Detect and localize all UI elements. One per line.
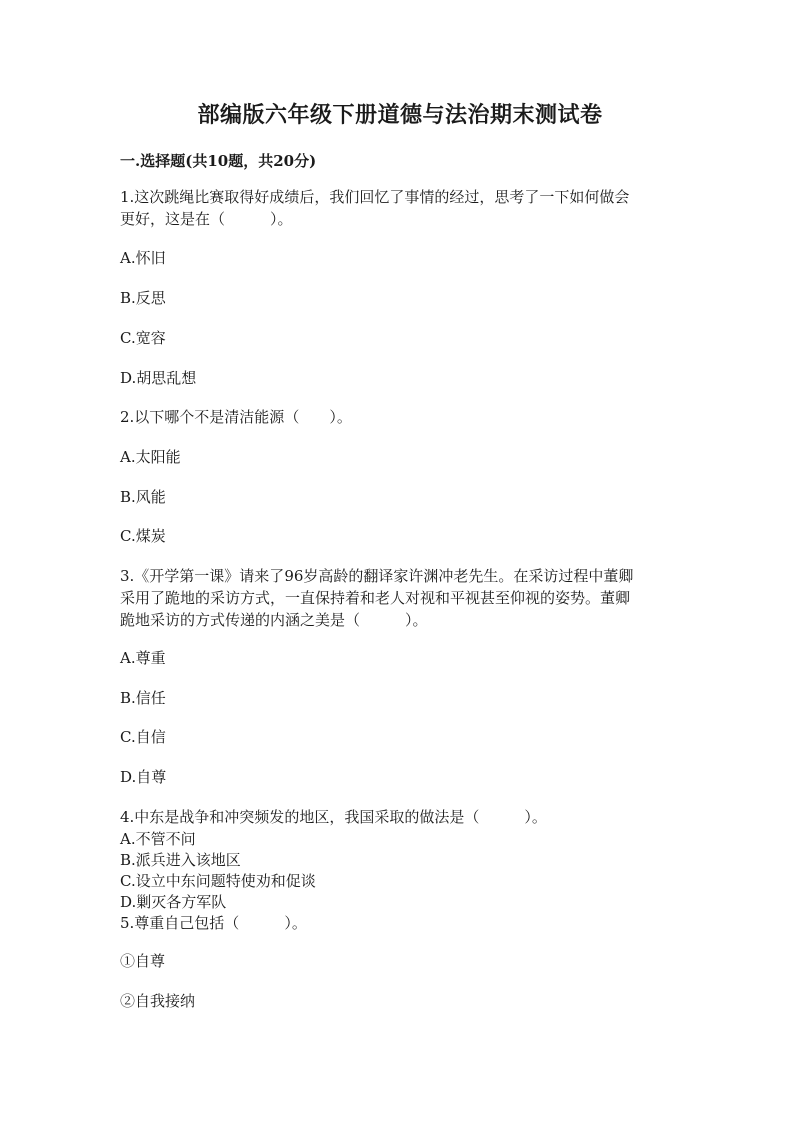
question-3-stem-line-3: 跪地采访的方式传递的内涵之美是（ ）。 bbox=[120, 611, 428, 629]
question-3-stem-line-1: 3.《开学第一课》请来了96岁高龄的翻译家许渊冲老先生。在采访过程中董卿 bbox=[120, 567, 634, 585]
section-heading: 一.选择题(共10题，共20分) bbox=[120, 152, 317, 170]
question-5-option-1: ①自尊 bbox=[120, 952, 166, 970]
question-3-option-c: C.自信 bbox=[120, 728, 166, 746]
question-4-option-c: C.设立中东问题特使劝和促谈 bbox=[120, 872, 316, 890]
question-4-option-d: D.剿灭各方军队 bbox=[120, 893, 227, 911]
question-1-option-d: D.胡思乱想 bbox=[120, 369, 197, 387]
question-1-option-c: C.宽容 bbox=[120, 329, 166, 347]
question-2-stem-line-1: 2.以下哪个不是清洁能源（ ）。 bbox=[120, 408, 352, 426]
question-3-option-a: A.尊重 bbox=[120, 649, 166, 667]
question-5-option-2: ②自我接纳 bbox=[120, 992, 196, 1010]
question-1-option-a: A.怀旧 bbox=[120, 249, 166, 267]
page-title: 部编版六年级下册道德与法治期末测试卷 bbox=[197, 102, 603, 128]
question-2-option-a: A.太阳能 bbox=[120, 448, 181, 466]
question-3-option-d: D.自尊 bbox=[120, 768, 167, 786]
question-4-stem-line-1: 4.中东是战争和冲突频发的地区，我国采取的做法是（ ）。 bbox=[120, 808, 547, 826]
question-1-stem-line-2: 更好，这是在（ ）。 bbox=[120, 210, 293, 228]
question-1-stem-line-1: 1.这次跳绳比赛取得好成绩后，我们回忆了事情的经过，思考了一下如何做会 bbox=[120, 188, 630, 206]
question-2-option-c: C.煤炭 bbox=[120, 527, 166, 545]
question-2-option-b: B.风能 bbox=[120, 488, 166, 506]
question-3-option-b: B.信任 bbox=[120, 689, 166, 707]
question-5-stem-line-1: 5.尊重自己包括（ ）。 bbox=[120, 914, 307, 932]
question-3-stem-line-2: 采用了跪地的采访方式，一直保持着和老人对视和平视甚至仰视的姿势。董卿 bbox=[120, 589, 631, 607]
question-1-option-b: B.反思 bbox=[120, 289, 166, 307]
question-4-option-b: B.派兵进入该地区 bbox=[120, 851, 241, 869]
question-4-option-a: A.不管不问 bbox=[120, 830, 196, 848]
